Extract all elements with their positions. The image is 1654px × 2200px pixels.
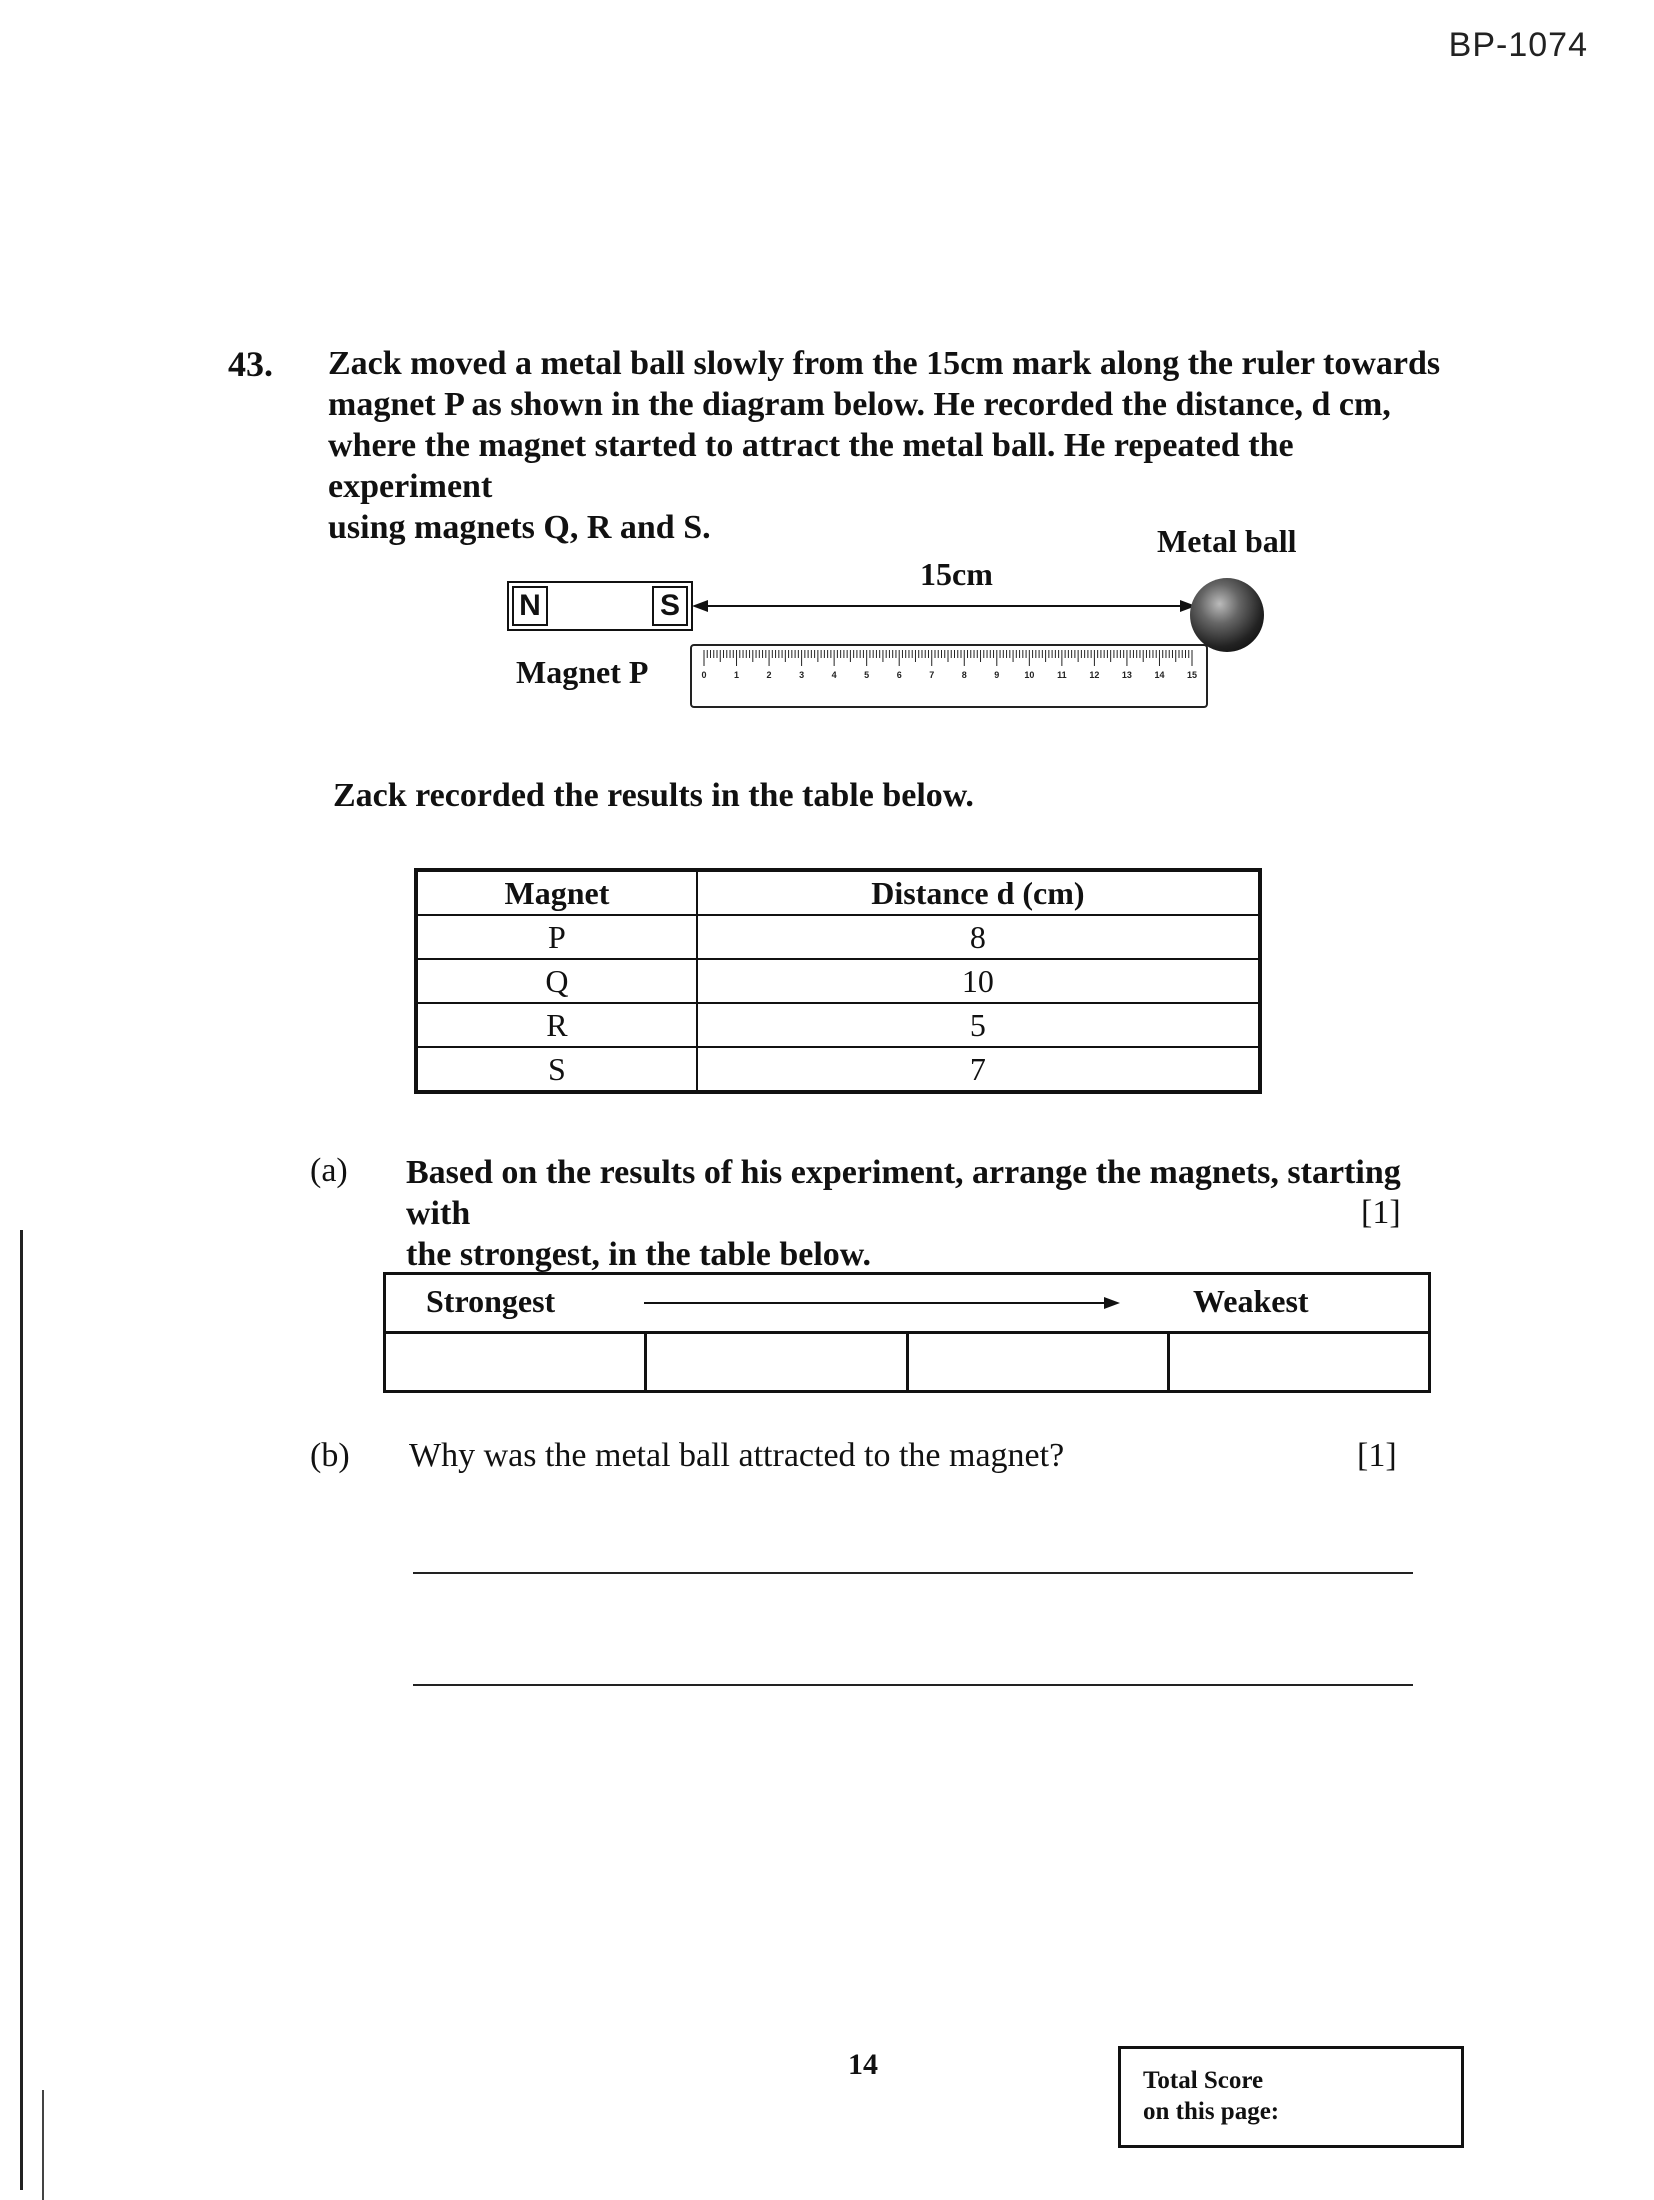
ruler-number: 12 [1089,670,1100,680]
ruler-scale [692,646,1206,706]
distance-arrow [690,590,1210,622]
distance-cell: 10 [697,959,1260,1003]
part-a-line: the strongest, in the table below. [406,1236,871,1273]
score-label: Total Score [1143,2067,1264,2094]
ruler-number: 14 [1154,670,1165,680]
ruler-number: 3 [799,670,805,680]
stem-line: using magnets Q, R and S. [328,509,711,546]
ruler-number: 9 [994,670,1000,680]
header-distance: Distance d (cm) [697,870,1260,915]
ruler-number: 13 [1121,670,1132,680]
part-b-label: (b) [310,1437,350,1474]
part-b-text: Why was the metal ball attracted to the magnet? [409,1437,1065,1474]
ranking-answer-cell[interactable] [647,1331,908,1390]
total-score-box [1118,2046,1464,2148]
ruler-number: 15 [1186,670,1198,680]
page-number: 14 [848,2048,878,2081]
stem-line: Zack moved a metal ball slowly from the 15cm mark along the ruler towards [328,345,1441,382]
table-row [416,959,1260,1003]
stem-line: where the magnet started to attract the metal ball. He repeated the experiment [328,427,1294,505]
ranking-answer-cell[interactable] [909,1331,1170,1390]
part-b-marks: [1] [1357,1437,1397,1474]
table-row [416,1047,1260,1092]
ruler-number: 8 [961,670,967,680]
ruler-number: 10 [1024,670,1035,680]
distance-cell: 7 [697,1047,1260,1092]
south-pole: S [652,586,688,626]
distance-cell: 5 [697,1003,1260,1047]
magnet-cell: P [416,915,697,959]
weakest-label: Weakest [1193,1283,1309,1319]
magnet-cell: R [416,1003,697,1047]
ruler-number: 5 [864,670,870,680]
part-a-line: Based on the results of his experiment, arrange the magnets, starting with [406,1154,1401,1232]
ranking-answer-cell[interactable] [1170,1331,1428,1390]
scan-margin-line [20,1230,23,2190]
ruler-number: 6 [896,670,902,680]
results-intro: Zack recorded the results in the table below. [333,777,974,814]
metal-ball-label: Metal ball [1157,523,1297,559]
question-stem [328,343,1448,548]
strongest-label: Strongest [426,1283,556,1319]
ruler-number: 11 [1057,670,1067,680]
distance-label: 15cm [920,556,993,592]
ruler-number: 2 [766,670,772,680]
table-row [416,915,1260,959]
ruler-number: 1 [734,670,740,680]
metal-ball [1190,578,1264,652]
ranking-table [383,1272,1431,1393]
bar-magnet [507,581,693,631]
table-header-row [416,870,1260,915]
distance-cell: 8 [697,915,1260,959]
magnet-label: Magnet P [516,654,649,690]
results-table [414,868,1262,1094]
part-a-text [406,1152,1466,1275]
question-number: 43. [228,344,273,384]
answer-line[interactable] [413,1684,1413,1686]
ranking-answer-row [386,1331,1428,1390]
scan-margin-line [42,2090,44,2200]
ranking-answer-cell[interactable] [386,1331,647,1390]
north-pole: N [512,586,548,626]
magnet-cell: S [416,1047,697,1092]
ruler-number: 0 [701,670,707,680]
page-code: BP-1074 [1448,26,1588,64]
magnet-cell: Q [416,959,697,1003]
header-magnet: Magnet [416,870,697,915]
answer-line[interactable] [413,1572,1413,1574]
score-label: on this page: [1143,2098,1280,2125]
part-a-label: (a) [310,1152,348,1189]
ruler-number: 7 [929,670,935,680]
part-a-marks: [1] [1361,1194,1401,1231]
ruler [690,644,1208,708]
stem-line: magnet P as shown in the diagram below. He recorded the distance, d cm, [328,386,1391,423]
ruler-number: 4 [831,670,837,680]
table-row [416,1003,1260,1047]
ranking-header [386,1275,1428,1334]
strength-arrow [644,1291,1124,1315]
